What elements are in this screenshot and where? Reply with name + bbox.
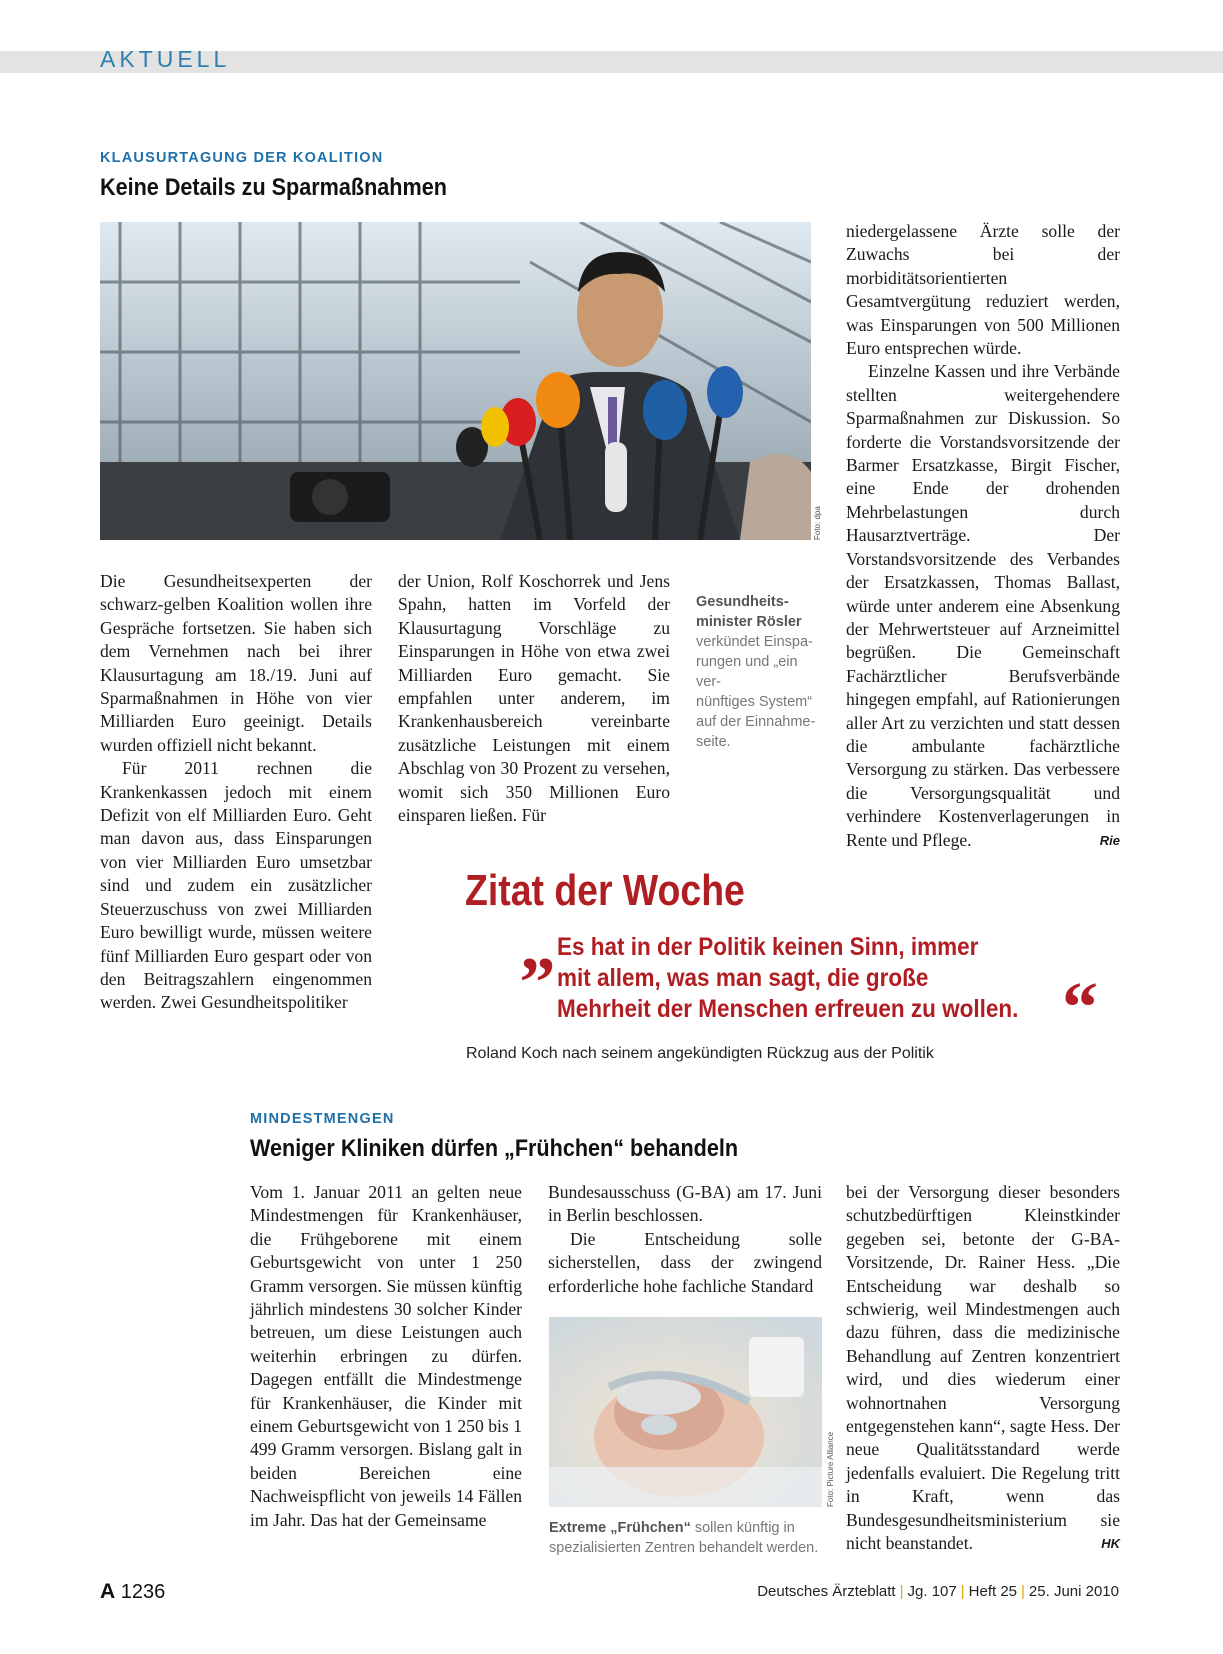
quote-line-3 — [557, 994, 1018, 1025]
article1-signature: Rie — [1099, 832, 1120, 848]
article1-col3-paragraph-2 — [846, 360, 1120, 852]
quote-open-mark: „ — [520, 905, 556, 985]
article1-kicker: KLAUSURTAGUNG DER KOALITION — [100, 150, 384, 166]
quote-author: Roland Koch nach seinem angekündigten Rückzug aus der Politik — [466, 1045, 934, 1062]
article1-caption-text: verkündet Einspa- rungen und „ein ver- nünftiges System“ auf der Einnahme- seite. — [696, 634, 816, 750]
article2-headline: Weniger Kliniken dürfen „Frühchen“ behandeln — [250, 1135, 739, 1162]
article1-column-3 — [846, 220, 1120, 852]
footer-volume: Jg. 107 — [907, 1583, 957, 1600]
article2-photo — [549, 1317, 822, 1507]
article2-signature: HK — [1101, 1536, 1120, 1552]
article2-col3-paragraph-1 — [846, 1181, 1120, 1556]
quote-title: Zitat der Woche — [465, 866, 745, 915]
article2-photo-credit: Foto: Picture Alliance — [826, 1431, 835, 1507]
quote-line-2: mit allem, was man sagt, die große — [557, 964, 929, 992]
article1-photo — [100, 222, 811, 540]
article2-caption-bold: Extreme „Frühchen“ — [549, 1520, 691, 1536]
footer-journal: Deutsches Ärzteblatt — [757, 1583, 896, 1600]
article1-col3-paragraph-1: niedergelassene Ärzte solle der Zuwachs bei der morbiditätsorientierten Gesamtvergütung reduziert werden, was Einsparungen von 500 Millionen Euro entsprechen würde. — [846, 221, 1120, 359]
quote-line-1: Es hat in der Politik keinen Sinn, immer — [557, 933, 979, 961]
quote-line-3-text: Mehrheit der Menschen erfreuen zu wollen. — [557, 995, 1019, 1023]
premature-baby-image — [549, 1317, 822, 1507]
article1-headline: Keine Details zu Sparmaßnahmen — [100, 174, 447, 201]
article2-col1-paragraph-1: Vom 1. Januar 2011 an gelten neue Mindestmengen für Krankenhäuser, die Frühgeborene mit einem Geburtsgewicht von unter 1 250 Gramm versorgen. Sie müssen künftig jährlich mindestens 30 solcher Kinder betreuen, um diese Leistungen auch weiterhin erbringen zu dürfen. Dagegen entfällt die Mindestmenge für Krankenhäuser, die Kinder mit einem Geburtsgewicht von 1 250 bis 1 499 Gramm versorgen. Bislang galt in beiden Bereichen eine Nachweispflicht von jeweils 14 Fällen im Jahr. Das hat der Gemeinsame — [250, 1182, 522, 1530]
article2-caption-text: sollen künftig in spezialisierten Zentren behandelt werden. — [549, 1520, 819, 1556]
article2-kicker: MINDESTMENGEN — [250, 1111, 395, 1127]
footer-issue: Heft 25 — [968, 1583, 1018, 1600]
article1-caption — [696, 572, 821, 772]
footer-info: Deutsches Ärzteblatt | Jg. 107 | Heft 25 | 25. Juni 2010 — [757, 1583, 1119, 1600]
quote-text — [557, 932, 1018, 1025]
section-label: AKTUELL — [100, 46, 231, 72]
article1-column-2 — [398, 570, 670, 827]
article1-column-1 — [100, 570, 372, 1015]
quote-close-mark: “ — [1062, 967, 1098, 1047]
article1-col1-paragraph-2: Für 2011 rechnen die Krankenkassen jedoch mit einem Defizit von elf Milliarden Euro. Geht man davon aus, dass Einsparungen von vier Milliarden Euro umsetzbar sind und zudem ein zusätzlicher Steuerzuschuss von zwei Milliarden Euro bewilligt wurde, müssen weitere fünf Milliarden Euro gespart oder von den Beitragszahlern eingenommen werden. Zwei Gesundheitspolitiker — [100, 758, 372, 1013]
footer-date: 25. Juni 2010 — [1028, 1583, 1119, 1600]
article2-column-3 — [846, 1181, 1120, 1556]
article1-caption-bold: Gesundheits- minister Rösler — [696, 594, 802, 630]
press-conference-image — [100, 222, 811, 540]
article2-col3-paragraph-1-text: bei der Versorgung dieser besonders schutzbedürftigen Kleinstkinder gegeben sei, betonte der G-BA-Vorsitzende, Dr. Rainer Hess. „Die Entscheidung war deshalb so schwierig, weil Mindestmengen auch dazu führen, dass die medizinische Behandlung auf Zentren konzentriert wird, und dies wiederum einer wohnortnahen Versorgung entgegenstehen kann“, sagte Hess. Der neue Qualitätsstandard werde jedenfalls evaluiert. Die Regelung tritt in Kraft, wenn das Bundesgesundheitsministerium sie nicht beanstandet. — [846, 1182, 1120, 1554]
page-prefix: A — [100, 1580, 116, 1603]
article1-col1-paragraph-1: Die Gesundheitsexperten der schwarz-gelben Koalition wollen ihre Gespräche fortsetzen. Sie haben sich dem Vernehmen nach bei ihrer Klausurtagung am 18./19. Juni auf Sparmaßnahmen in Höhe von vier Milliarden Euro geeinigt. Details wurden offiziell nicht bekannt. — [100, 571, 372, 755]
article2-caption — [549, 1518, 824, 1558]
article2-col2-paragraph-2: Die Entscheidung solle sicherstellen, dass der zwingend erforderliche hohe fachliche Standard — [548, 1228, 822, 1296]
article2-col2-paragraph-1: Bundesausschuss (G-BA) am 17. Juni in Berlin beschlossen. — [548, 1182, 822, 1226]
article1-col3-paragraph-2-text: Einzelne Kassen und ihre Verbände stellten weitergehendere Sparmaßnahmen zur Diskussion. So forderte die Vorstandsvorsitzende der Barmer Ersatzkasse, Birgit Fischer, eine Ende der drohenden Mehrbelastungen durch Hausarztverträge. Der Vorstandsvorsitzende des Verbandes der Ersatzkassen, Thomas Ballast, würde unter anderem eine Absenkung der Mehrwertsteuer auf Arzneimittel begrüßen. Die Gemeinschaft Fachärztlicher Berufsverbände hingegen empfahl, auf Rationierungen aller Art zu verzichten und statt dessen die ambulante fachärztliche Versorgung zu stärken. Das verbessere die Versorgungsqualität und verhindere Kostenverlagerungen in Rente und Pflege. — [846, 361, 1120, 850]
article2-column-2 — [548, 1181, 822, 1298]
page-number-value: 1236 — [120, 1581, 166, 1603]
article1-photo-credit: Foto: dpa — [813, 506, 822, 540]
article1-col2-paragraph-1: der Union, Rolf Koschorrek und Jens Spahn, hatten im Vorfeld der Klausurtagung Vorschläge zu Einsparungen in Höhe von etwa zwei Milliarden Euro gemacht. Sie empfahlen unter anderem, im Krankenhausbereich vereinbarte zusätzliche Leistungen mit einem Abschlag von 30 Prozent zu versehen, womit sich 350 Millionen Euro einsparen ließen. Für — [398, 571, 670, 826]
page-number — [100, 1580, 165, 1604]
article2-column-1 — [250, 1181, 522, 1532]
